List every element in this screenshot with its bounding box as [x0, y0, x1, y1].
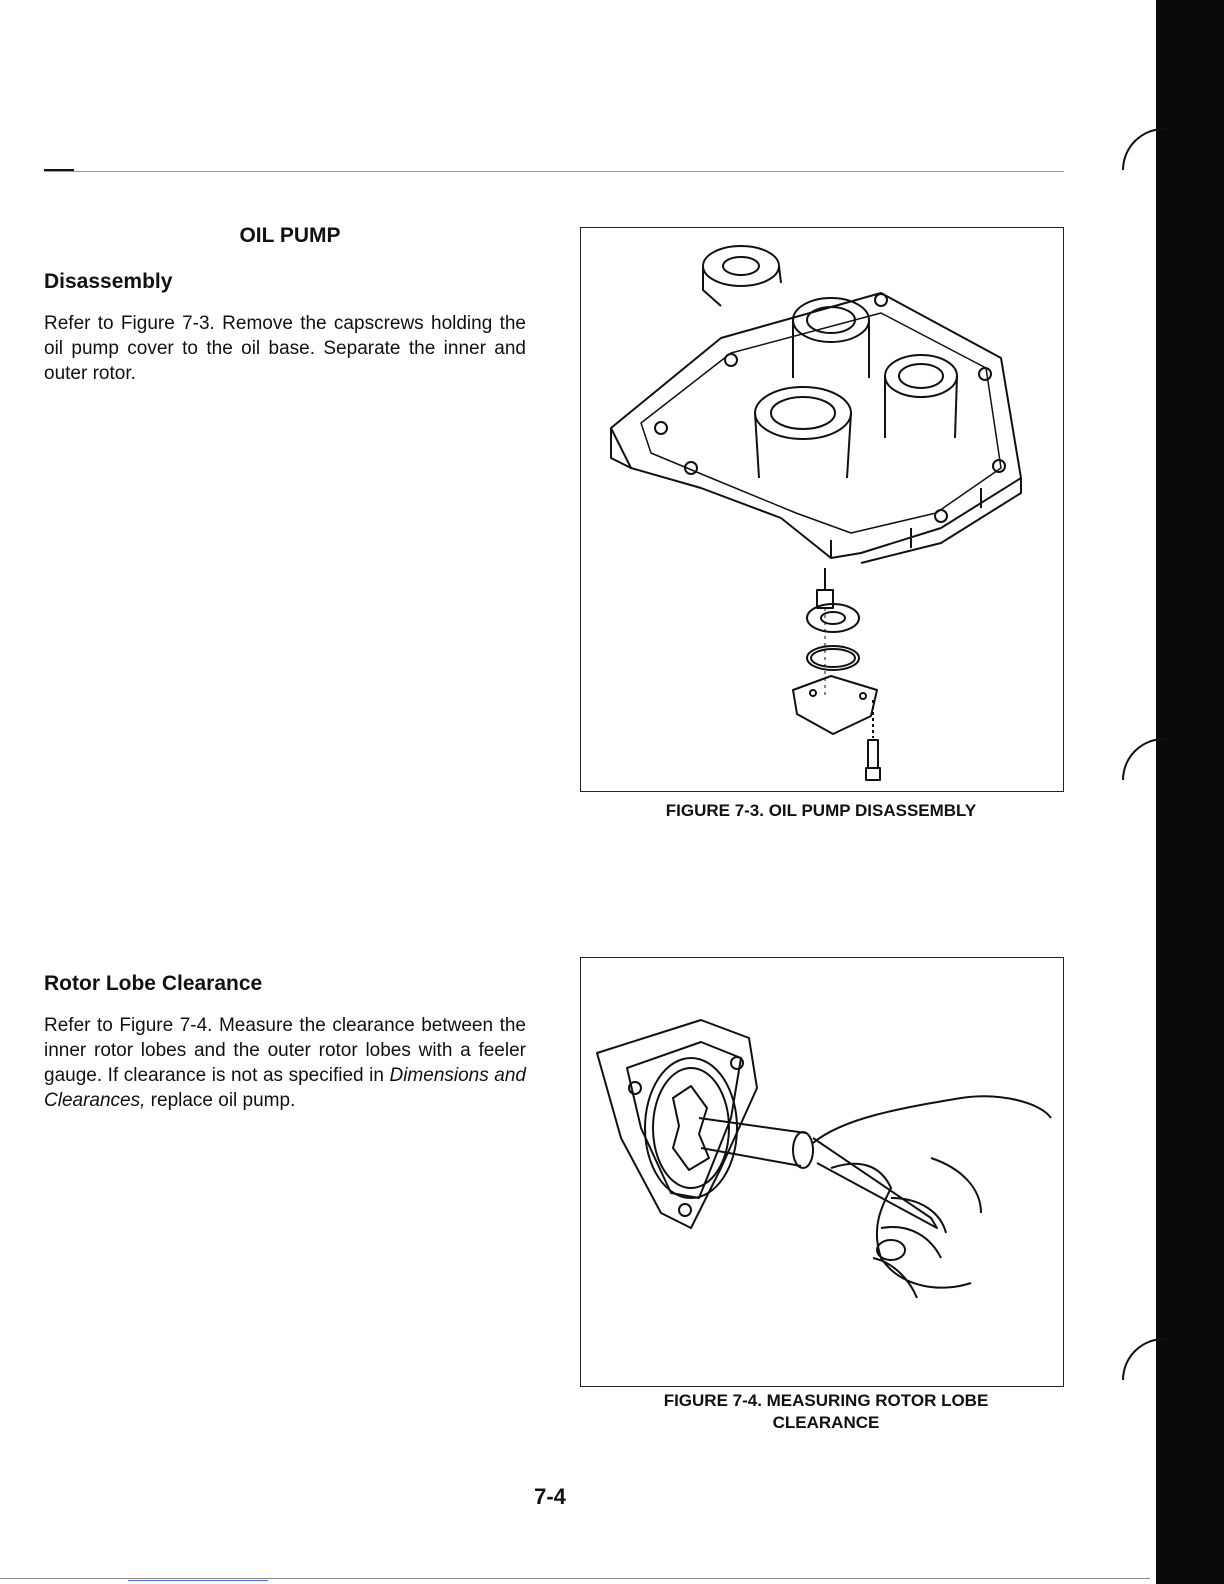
figure-7-4-caption [580, 1390, 1072, 1434]
rotor-clearance-paragraph [44, 1013, 526, 1113]
figure-7-4-caption-line1: FIGURE 7-4. MEASURING ROTOR LOBE [663, 1391, 989, 1410]
rotor-clearance-heading: Rotor Lobe Clearance [44, 972, 263, 995]
rotor-text-part1: Refer to Figure 7-4. Measure the clearance between the inner rotor lobes and the outer rotor lobes with a feeler gauge. If clearance is not as specified in [44, 1015, 526, 1086]
oil-base-illustration [581, 228, 1063, 791]
binder-ring-3 [1122, 1338, 1168, 1380]
binder-ring-2 [1122, 738, 1168, 780]
figure-7-4-frame [580, 957, 1064, 1387]
feeler-gauge-illustration [581, 958, 1063, 1386]
footer-blue-line [128, 1580, 268, 1581]
binder-ring-1 [1122, 128, 1168, 170]
figure-7-3-caption: FIGURE 7-3. OIL PUMP DISASSEMBLY [665, 801, 977, 820]
rotor-text-italic: Dimensions and Clearances, [44, 1065, 526, 1111]
page-number: 7-4 [534, 1484, 566, 1509]
disassembly-heading: Disassembly [44, 270, 173, 293]
disassembly-paragraph: Refer to Figure 7-3. Remove the capscrews holding the oil pump cover to the oil base. Separate the inner and outer rotor. [44, 313, 526, 384]
figure-7-3-frame [580, 227, 1064, 792]
header-rule [44, 171, 1064, 172]
rotor-text-part2: replace oil pump. [145, 1090, 296, 1111]
figure-7-4-caption-line2: CLEARANCE [772, 1413, 880, 1432]
section-title: OIL PUMP [239, 224, 341, 247]
footer-rule [0, 1578, 1150, 1579]
